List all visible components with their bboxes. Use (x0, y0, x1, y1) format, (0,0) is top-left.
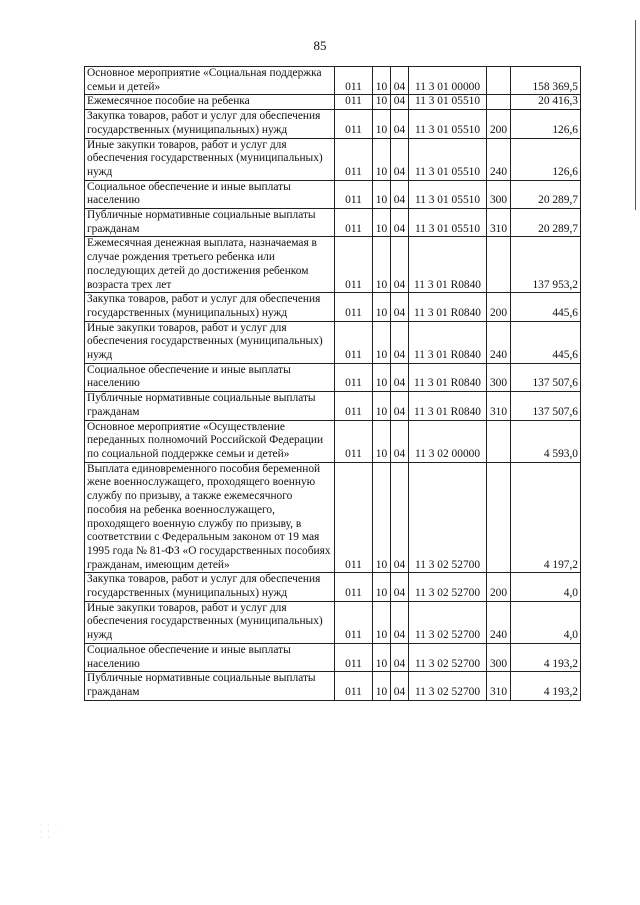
row-ved-code: 011 (335, 321, 373, 363)
row-subsection-code: 04 (391, 180, 409, 208)
table-row (85, 321, 581, 363)
row-amount: 20 416,3 (511, 95, 581, 110)
row-ved-code: 011 (335, 67, 373, 95)
row-amount: 137 953,2 (511, 237, 581, 293)
row-amount: 4 193,2 (511, 643, 581, 671)
row-section-code: 10 (373, 110, 391, 138)
row-name: Иные закупки товаров, работ и услуг для обеспечения государственных (муниципальных) нужд (85, 138, 335, 180)
row-expense-type-code: 310 (487, 672, 511, 700)
page-number: 85 (313, 38, 327, 53)
table-row (85, 138, 581, 180)
table-row (85, 392, 581, 420)
row-expense-type-code (487, 237, 511, 293)
budget-table (84, 66, 581, 701)
row-target-article-code: 11 3 02 52700 (409, 672, 487, 700)
row-expense-type-code: 310 (487, 392, 511, 420)
table-body (85, 67, 581, 701)
row-ved-code: 011 (335, 672, 373, 700)
row-target-article-code: 11 3 01 05510 (409, 110, 487, 138)
row-subsection-code: 04 (391, 293, 409, 321)
row-amount: 126,6 (511, 138, 581, 180)
row-amount: 137 507,6 (511, 392, 581, 420)
table-row (85, 462, 581, 573)
row-amount: 4,0 (511, 573, 581, 601)
row-expense-type-code: 300 (487, 180, 511, 208)
row-name: Закупка товаров, работ и услуг для обеспечения государственных (муниципальных) нужд (85, 573, 335, 601)
row-subsection-code: 04 (391, 643, 409, 671)
row-amount: 137 507,6 (511, 363, 581, 391)
table-row (85, 601, 581, 643)
table-row (85, 110, 581, 138)
row-ved-code: 011 (335, 462, 373, 573)
row-name: Публичные нормативные социальные выплаты гражданам (85, 672, 335, 700)
row-expense-type-code: 240 (487, 321, 511, 363)
table-row (85, 237, 581, 293)
row-expense-type-code: 240 (487, 601, 511, 643)
row-subsection-code: 04 (391, 392, 409, 420)
row-subsection-code: 04 (391, 420, 409, 462)
row-target-article-code: 11 3 01 R0840 (409, 237, 487, 293)
row-expense-type-code: 310 (487, 209, 511, 237)
row-name: Иные закупки товаров, работ и услуг для обеспечения государственных (муниципальных) нужд (85, 601, 335, 643)
row-section-code: 10 (373, 672, 391, 700)
row-amount: 445,6 (511, 321, 581, 363)
row-expense-type-code (487, 420, 511, 462)
row-target-article-code: 11 3 02 52700 (409, 601, 487, 643)
row-ved-code: 011 (335, 392, 373, 420)
row-section-code: 10 (373, 293, 391, 321)
table-row (85, 293, 581, 321)
row-target-article-code: 11 3 01 05510 (409, 95, 487, 110)
row-name: Закупка товаров, работ и услуг для обеспечения государственных (муниципальных) нужд (85, 110, 335, 138)
row-subsection-code: 04 (391, 110, 409, 138)
row-section-code: 10 (373, 462, 391, 573)
row-subsection-code: 04 (391, 95, 409, 110)
row-section-code: 10 (373, 601, 391, 643)
row-ved-code: 011 (335, 95, 373, 110)
row-subsection-code: 04 (391, 237, 409, 293)
row-expense-type-code: 300 (487, 643, 511, 671)
row-name: Закупка товаров, работ и услуг для обеспечения государственных (муниципальных) нужд (85, 293, 335, 321)
row-amount: 20 289,7 (511, 209, 581, 237)
row-target-article-code: 11 3 01 05510 (409, 180, 487, 208)
row-name: Социальное обеспечение и иные выплаты населению (85, 643, 335, 671)
row-amount: 20 289,7 (511, 180, 581, 208)
table-row (85, 67, 581, 95)
row-amount: 158 369,5 (511, 67, 581, 95)
row-ved-code: 011 (335, 209, 373, 237)
row-ved-code: 011 (335, 420, 373, 462)
table-row (85, 95, 581, 110)
row-name: Публичные нормативные социальные выплаты гражданам (85, 392, 335, 420)
scan-edge-line (635, 20, 636, 210)
row-section-code: 10 (373, 209, 391, 237)
table-row (85, 363, 581, 391)
table-row (85, 180, 581, 208)
row-name: Социальное обеспечение и иные выплаты населению (85, 363, 335, 391)
row-target-article-code: 11 3 01 R0840 (409, 293, 487, 321)
table-row (85, 573, 581, 601)
row-section-code: 10 (373, 180, 391, 208)
row-name: Выплата единовременного пособия беременной жене военнослужащего, проходящего военную службу по призыву, а также ежемесячного пособия на ребенка военнослужащего, проходящего военную службу по призыву, в соответствии с Федеральным законом от 19 мая 1995 года № 81-ФЗ «О государственных пособиях гражданам, имеющим детей» (85, 462, 335, 573)
row-expense-type-code (487, 462, 511, 573)
row-name: Социальное обеспечение и иные выплаты населению (85, 180, 335, 208)
row-expense-type-code: 200 (487, 110, 511, 138)
row-expense-type-code: 200 (487, 573, 511, 601)
row-expense-type-code: 300 (487, 363, 511, 391)
row-section-code: 10 (373, 363, 391, 391)
table-row (85, 643, 581, 671)
row-amount: 4 593,0 (511, 420, 581, 462)
row-name: Ежемесячная денежная выплата, назначаемая в случае рождения третьего ребенка или последующих детей до достижения ребенком возраста трех лет (85, 237, 335, 293)
row-target-article-code: 11 3 01 05510 (409, 209, 487, 237)
row-ved-code: 011 (335, 601, 373, 643)
row-name: Основное мероприятие «Осуществление переданных полномочий Российской Федерации по социальной поддержке семьи и детей» (85, 420, 335, 462)
row-section-code: 10 (373, 392, 391, 420)
row-amount: 126,6 (511, 110, 581, 138)
row-amount: 4,0 (511, 601, 581, 643)
row-expense-type-code (487, 95, 511, 110)
row-target-article-code: 11 3 01 R0840 (409, 363, 487, 391)
row-subsection-code: 04 (391, 67, 409, 95)
row-name: Ежемесячное пособие на ребенка (85, 95, 335, 110)
row-target-article-code: 11 3 01 R0840 (409, 321, 487, 363)
row-section-code: 10 (373, 95, 391, 110)
row-target-article-code: 11 3 01 R0840 (409, 392, 487, 420)
row-section-code: 10 (373, 420, 391, 462)
row-subsection-code: 04 (391, 321, 409, 363)
row-ved-code: 011 (335, 138, 373, 180)
row-ved-code: 011 (335, 180, 373, 208)
row-ved-code: 011 (335, 237, 373, 293)
row-amount: 445,6 (511, 293, 581, 321)
row-ved-code: 011 (335, 363, 373, 391)
table-row (85, 420, 581, 462)
table-row (85, 209, 581, 237)
row-name: Иные закупки товаров, работ и услуг для обеспечения государственных (муниципальных) нужд (85, 321, 335, 363)
row-subsection-code: 04 (391, 573, 409, 601)
row-name: Публичные нормативные социальные выплаты гражданам (85, 209, 335, 237)
row-name: Основное мероприятие «Социальная поддержка семьи и детей» (85, 67, 335, 95)
row-ved-code: 011 (335, 110, 373, 138)
row-subsection-code: 04 (391, 462, 409, 573)
row-subsection-code: 04 (391, 601, 409, 643)
row-subsection-code: 04 (391, 672, 409, 700)
row-amount: 4 193,2 (511, 672, 581, 700)
row-subsection-code: 04 (391, 138, 409, 180)
row-expense-type-code: 240 (487, 138, 511, 180)
row-ved-code: 011 (335, 573, 373, 601)
scan-speckles: · · · · · · · (40, 823, 59, 841)
row-expense-type-code: 200 (487, 293, 511, 321)
row-section-code: 10 (373, 237, 391, 293)
row-target-article-code: 11 3 02 52700 (409, 643, 487, 671)
row-ved-code: 011 (335, 643, 373, 671)
row-subsection-code: 04 (391, 363, 409, 391)
row-section-code: 10 (373, 643, 391, 671)
row-section-code: 10 (373, 573, 391, 601)
table-row (85, 672, 581, 700)
row-expense-type-code (487, 67, 511, 95)
row-target-article-code: 11 3 01 00000 (409, 67, 487, 95)
row-amount: 4 197,2 (511, 462, 581, 573)
row-subsection-code: 04 (391, 209, 409, 237)
row-ved-code: 011 (335, 293, 373, 321)
row-target-article-code: 11 3 02 52700 (409, 573, 487, 601)
row-section-code: 10 (373, 138, 391, 180)
row-section-code: 10 (373, 321, 391, 363)
row-target-article-code: 11 3 01 05510 (409, 138, 487, 180)
row-target-article-code: 11 3 02 00000 (409, 420, 487, 462)
row-target-article-code: 11 3 02 52700 (409, 462, 487, 573)
row-section-code: 10 (373, 67, 391, 95)
